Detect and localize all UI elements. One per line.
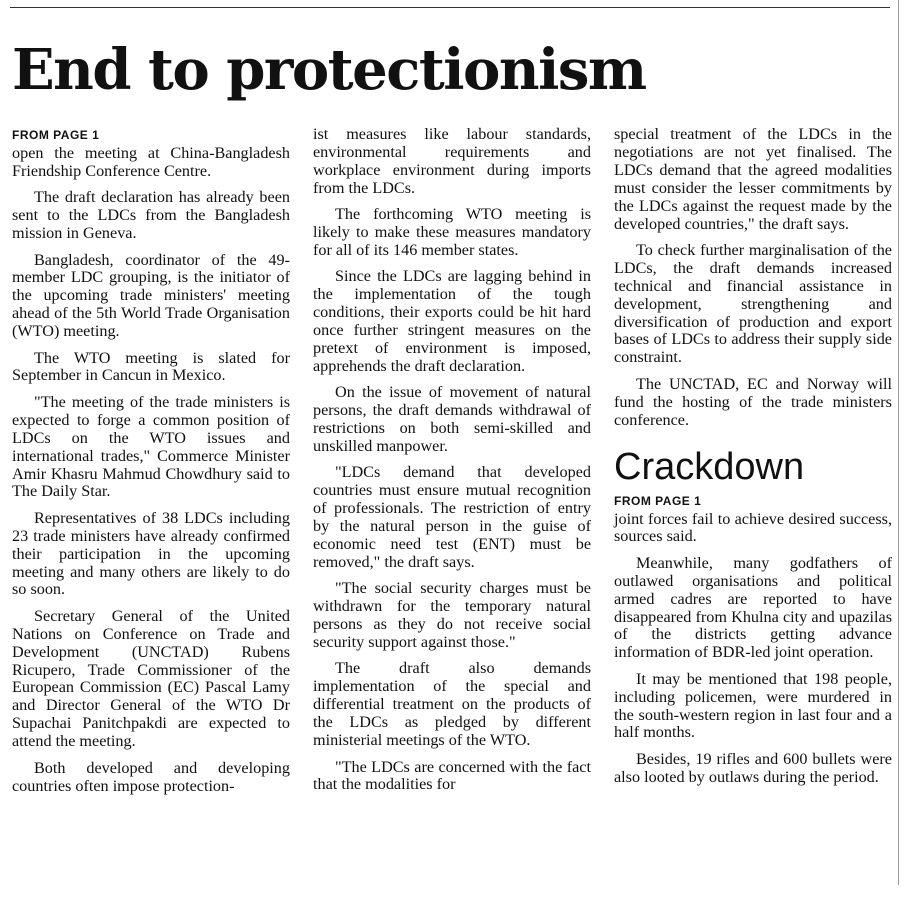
paragraph: Meanwhile, many godfathers of outlawed organisations and political armed cadres are reported to have disappeared from Khulna city and upazilas of the districts getting advance information of BDR-led joint operation. <box>614 553 892 662</box>
headline: End to protectionism <box>12 37 646 103</box>
paragraph: The draft declaration has already been sent to the LDCs from the Bangladesh mission in Geneva. <box>12 188 290 243</box>
crackdown-headline: Crackdown <box>614 445 805 488</box>
paragraph: "The social security charges must be withdrawn for the temporary natural persons as they do not receive social security support against those." <box>313 579 591 652</box>
paragraph: "The LDCs are concerned with the fact that the modalities for <box>313 757 591 794</box>
paragraph: Bangladesh, coordinator of the 49-member LDC grouping, is the initiator of the upcoming trade ministers' meeting ahead of the 5th World Trade Organisation (WTO) meeting. <box>12 250 290 341</box>
jump-label: FROM PAGE 1 <box>12 128 100 142</box>
column-2 <box>313 126 591 803</box>
paragraph: Representatives of 38 LDCs including 23 trade ministers have already confirmed their participation in the upcoming meeting and many others are likely to do so soon. <box>12 508 290 599</box>
paragraph: It may be mentioned that 198 people, including policemen, were murdered in the south-western region in last four and a half months. <box>614 669 892 742</box>
paragraph: open the meeting at China-Bangladesh Friendship Conference Centre. <box>12 144 290 180</box>
top-rule <box>10 7 890 8</box>
paragraph: special treatment of the LDCs in the negotiations are not yet finalised. The LDCs demand that the agreed modalities must consider the lesser commitments by the LDCs against the request made by the developed countries," the draft says. <box>614 125 892 233</box>
paragraph: The draft also demands implementation of the special and differential treatment on the products of the LDCs as pledged by different ministerial meetings of the WTO. <box>313 659 591 750</box>
paragraph: On the issue of movement of natural persons, the draft demands withdrawal of restrictions on both semi-skilled and unskilled manpower. <box>313 383 591 455</box>
paragraph: joint forces fail to achieve desired success, sources said. <box>614 509 892 546</box>
column-1 <box>12 126 290 804</box>
paragraph: The WTO meeting is slated for September in Cancun in Mexico. <box>12 348 290 385</box>
paragraph: Besides, 19 rifles and 600 bullets were also looted by outlaws during the period. <box>614 749 892 786</box>
right-rule <box>898 0 899 885</box>
paragraph: Both developed and developing countries often impose protection- <box>12 758 290 795</box>
paragraph: ist measures like labour standards, environmental requirements and workplace environment during imports from the LDCs. <box>313 125 591 197</box>
paragraph: "LDCs demand that developed countries must ensure mutual recognition of professionals. The restriction of entry by the natural person in the guise of economic need test (ENT) must be removed," the draft says. <box>313 463 591 571</box>
column-3 <box>614 126 892 795</box>
paragraph: Since the LDCs are lagging behind in the implementation of the tough conditions, their exports could be hit hard once further stringent measures on the pretext of environment is imposed, apprehends the draft declaration. <box>313 267 591 375</box>
paragraph: Secretary General of the United Nations on Conference on Trade and Development (UNCTAD) Rubens Ricupero, Trade Commissioner of the European Commission (EC) Pascal Lamy and Director General of the WTO Dr Supachai Panitchpakdi are expected to attend the meeting. <box>12 606 290 751</box>
paragraph: The UNCTAD, EC and Norway will fund the hosting of the trade ministers conference. <box>614 374 892 429</box>
paragraph: "The meeting of the trade ministers is expected to forge a common position of LDCs on the WTO issues and international trades," Commerce Minister Amir Khasru Mahmud Chowdhury said to The Daily Star. <box>12 392 290 501</box>
crackdown-jump-label: FROM PAGE 1 <box>614 493 702 508</box>
paragraph: The forthcoming WTO meeting is likely to make these measures mandatory for all of its 146 member states. <box>313 205 591 259</box>
paragraph: To check further marginalisation of the LDCs, the draft demands increased technical and financial assistance in development, strengthening and diversification of production and export bases of LDCs to address their supply side constraint. <box>614 240 892 367</box>
